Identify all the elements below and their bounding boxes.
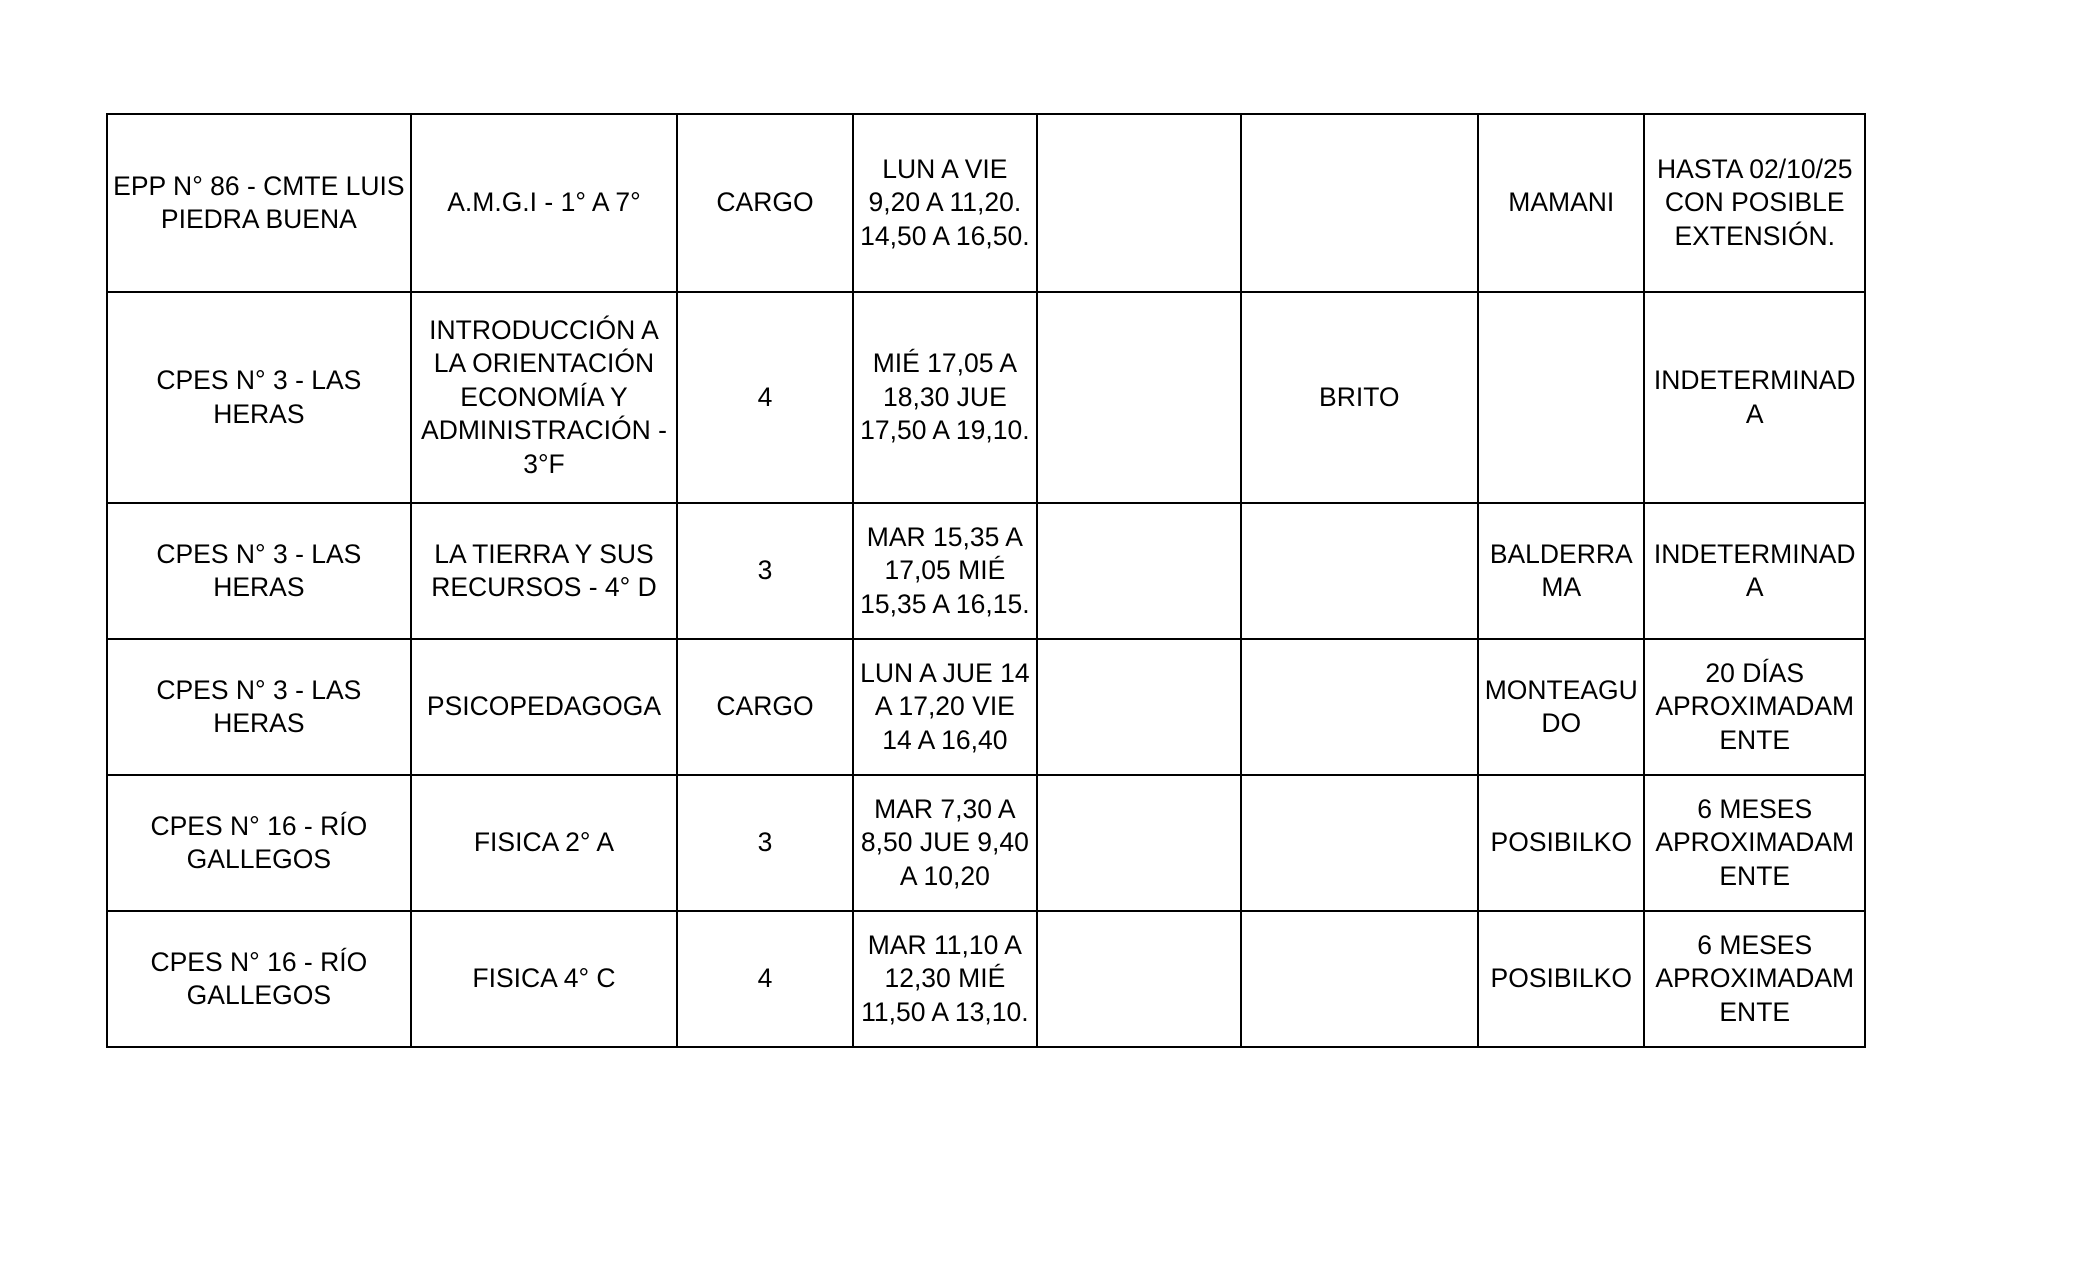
duration-cell: INDETERMINADA (1644, 503, 1865, 639)
name-cell (1241, 503, 1479, 639)
empty-cell (1037, 292, 1240, 503)
schedule-cell: MAR 15,35 A 17,05 MIÉ 15,35 A 16,15. (853, 503, 1037, 639)
duration-cell: 6 MESES APROXIMADAMENTE (1644, 911, 1865, 1047)
empty-cell (1037, 114, 1240, 292)
subject-cell: PSICOPEDAGOGA (411, 639, 678, 775)
subject-cell: INTRODUCCIÓN A LA ORIENTACIÓN ECONOMÍA Y ADMINISTRACIÓN - 3°F (411, 292, 678, 503)
name-cell: MAMANI (1478, 114, 1644, 292)
subject-cell: FISICA 2° A (411, 775, 678, 911)
table-row (107, 292, 1865, 503)
table-row (107, 503, 1865, 639)
subject-cell: FISICA 4° C (411, 911, 678, 1047)
school-cell: CPES N° 16 - RÍO GALLEGOS (107, 775, 411, 911)
table-row (107, 775, 1865, 911)
duration-cell: 6 MESES APROXIMADAMENTE (1644, 775, 1865, 911)
name-cell (1478, 292, 1644, 503)
subject-cell: A.M.G.I - 1° A 7° (411, 114, 678, 292)
table-row (107, 639, 1865, 775)
schedule-cell: LUN A VIE 9,20 A 11,20. 14,50 A 16,50. (853, 114, 1037, 292)
schedule-cell: LUN A JUE 14 A 17,20 VIE 14 A 16,40 (853, 639, 1037, 775)
name-cell: POSIBILKO (1478, 911, 1644, 1047)
schedule-cell: MAR 7,30 A 8,50 JUE 9,40 A 10,20 (853, 775, 1037, 911)
duration-cell: HASTA 02/10/25 CON POSIBLE EXTENSIÓN. (1644, 114, 1865, 292)
empty-cell (1037, 911, 1240, 1047)
empty-cell (1037, 775, 1240, 911)
schedule-cell: MAR 11,10 A 12,30 MIÉ 11,50 A 13,10. (853, 911, 1037, 1047)
name-cell: POSIBILKO (1478, 775, 1644, 911)
school-cell: EPP N° 86 - CMTE LUIS PIEDRA BUENA (107, 114, 411, 292)
hours-cell: CARGO (677, 639, 852, 775)
schedule-cell: MIÉ 17,05 A 18,30 JUE 17,50 A 19,10. (853, 292, 1037, 503)
empty-cell (1037, 503, 1240, 639)
name-cell (1241, 114, 1479, 292)
school-cell: CPES N° 3 - LAS HERAS (107, 639, 411, 775)
name-cell: BRITO (1241, 292, 1479, 503)
vacancies-table (106, 113, 1866, 1048)
table-row (107, 911, 1865, 1047)
empty-cell (1037, 639, 1240, 775)
duration-cell: 20 DÍAS APROXIMADAMENTE (1644, 639, 1865, 775)
name-cell: BALDERRAMA (1478, 503, 1644, 639)
name-cell: MONTEAGUDO (1478, 639, 1644, 775)
duration-cell: INDETERMINADA (1644, 292, 1865, 503)
hours-cell: 4 (677, 292, 852, 503)
name-cell (1241, 775, 1479, 911)
hours-cell: CARGO (677, 114, 852, 292)
hours-cell: 4 (677, 911, 852, 1047)
subject-cell: LA TIERRA Y SUS RECURSOS - 4° D (411, 503, 678, 639)
hours-cell: 3 (677, 775, 852, 911)
hours-cell: 3 (677, 503, 852, 639)
table-row (107, 114, 1865, 292)
school-cell: CPES N° 3 - LAS HERAS (107, 503, 411, 639)
school-cell: CPES N° 3 - LAS HERAS (107, 292, 411, 503)
school-cell: CPES N° 16 - RÍO GALLEGOS (107, 911, 411, 1047)
name-cell (1241, 911, 1479, 1047)
name-cell (1241, 639, 1479, 775)
